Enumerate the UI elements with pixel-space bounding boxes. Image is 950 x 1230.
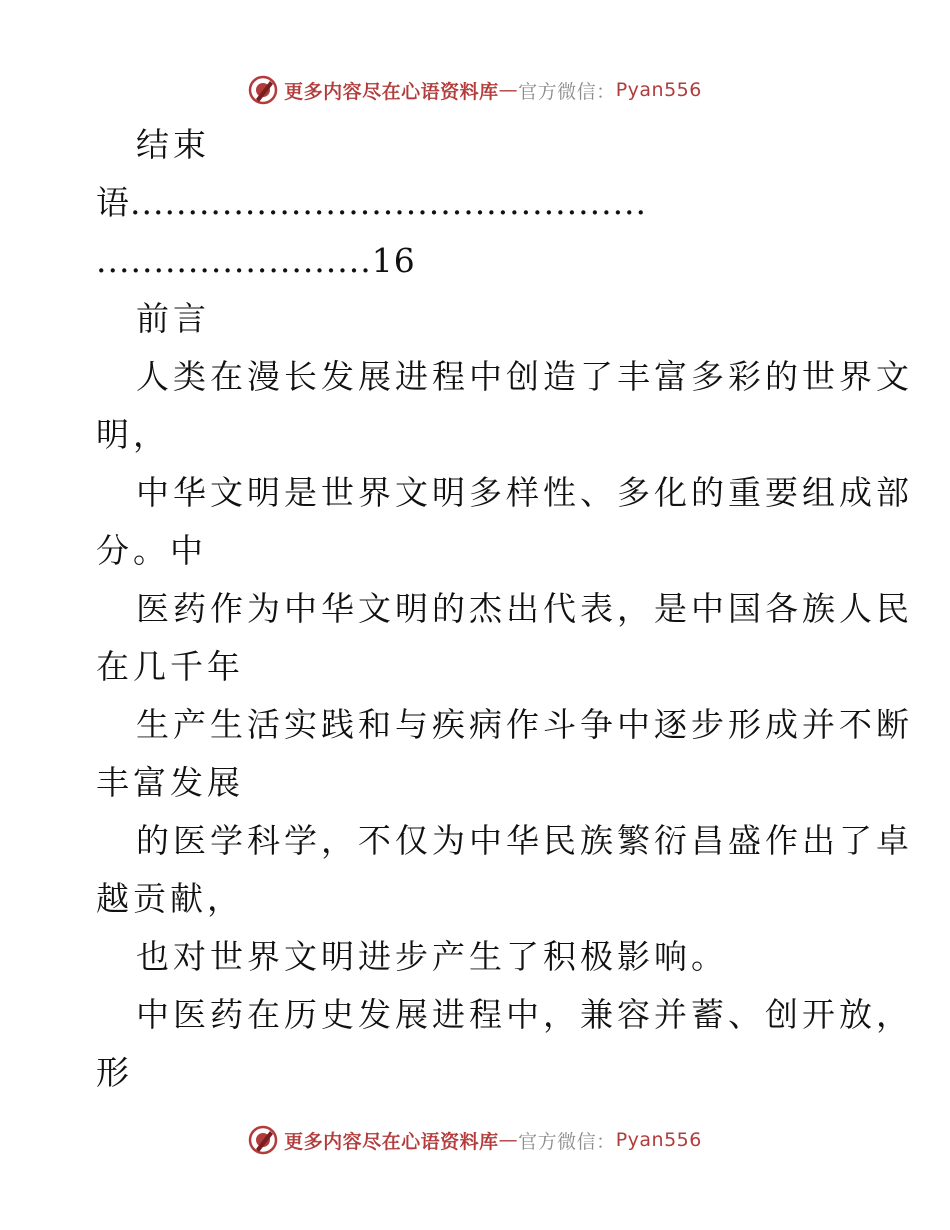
banner-wechat-label: 官方微信： (518, 1130, 616, 1153)
toc-entry-label: 结束 (136, 125, 210, 164)
banner-separator: — (498, 79, 519, 101)
paragraph-line: 丰富发展 (96, 763, 244, 802)
pen-logo-icon (248, 75, 278, 105)
paragraph-line: 形 (96, 1053, 133, 1092)
banner-wechat-id: Pyan556 (615, 1129, 702, 1151)
banner-separator: — (498, 1129, 519, 1151)
toc-entry-leader: 语............................................. (96, 183, 648, 222)
banner-wechat-label: 官方微信： (518, 80, 616, 103)
paragraph-line: 分。中 (96, 531, 207, 570)
banner-wechat-id: Pyan556 (615, 79, 702, 101)
paragraph-line: 生产生活实践和与疾病作斗争中逐步形成并不断 (136, 705, 913, 744)
paragraph-line: 医药作为中华文明的杰出代表，是中国各族人民 (136, 589, 913, 628)
paragraph-line: 也对世界文明进步产生了积极影响。 (136, 937, 728, 976)
paragraph-line: 人类在漫长发展进程中创造了丰富多彩的世界文 (136, 357, 913, 396)
toc-entry-page: ........................16 (96, 241, 416, 280)
paragraph-line: 在几千年 (96, 647, 244, 686)
paragraph-line: 的医学科学，不仅为中华民族繁衍昌盛作出了卓 (136, 821, 913, 860)
paragraph-line: 越贡献， (96, 879, 244, 918)
header-banner (0, 70, 950, 110)
footer-banner (0, 1120, 950, 1160)
section-heading: 前言 (136, 299, 210, 338)
banner-main-text: 更多内容尽在心语资料库 (284, 1130, 499, 1153)
paragraph-line: 中华文明是世界文明多样性、多化的重要组成部 (136, 473, 913, 512)
document-body (96, 116, 913, 1102)
paragraph-line: 明， (96, 415, 170, 454)
pen-logo-icon (248, 1125, 278, 1155)
paragraph-line: 中医药在历史发展进程中，兼容并蓄、创开放， (136, 995, 913, 1034)
banner-main-text: 更多内容尽在心语资料库 (284, 80, 499, 103)
